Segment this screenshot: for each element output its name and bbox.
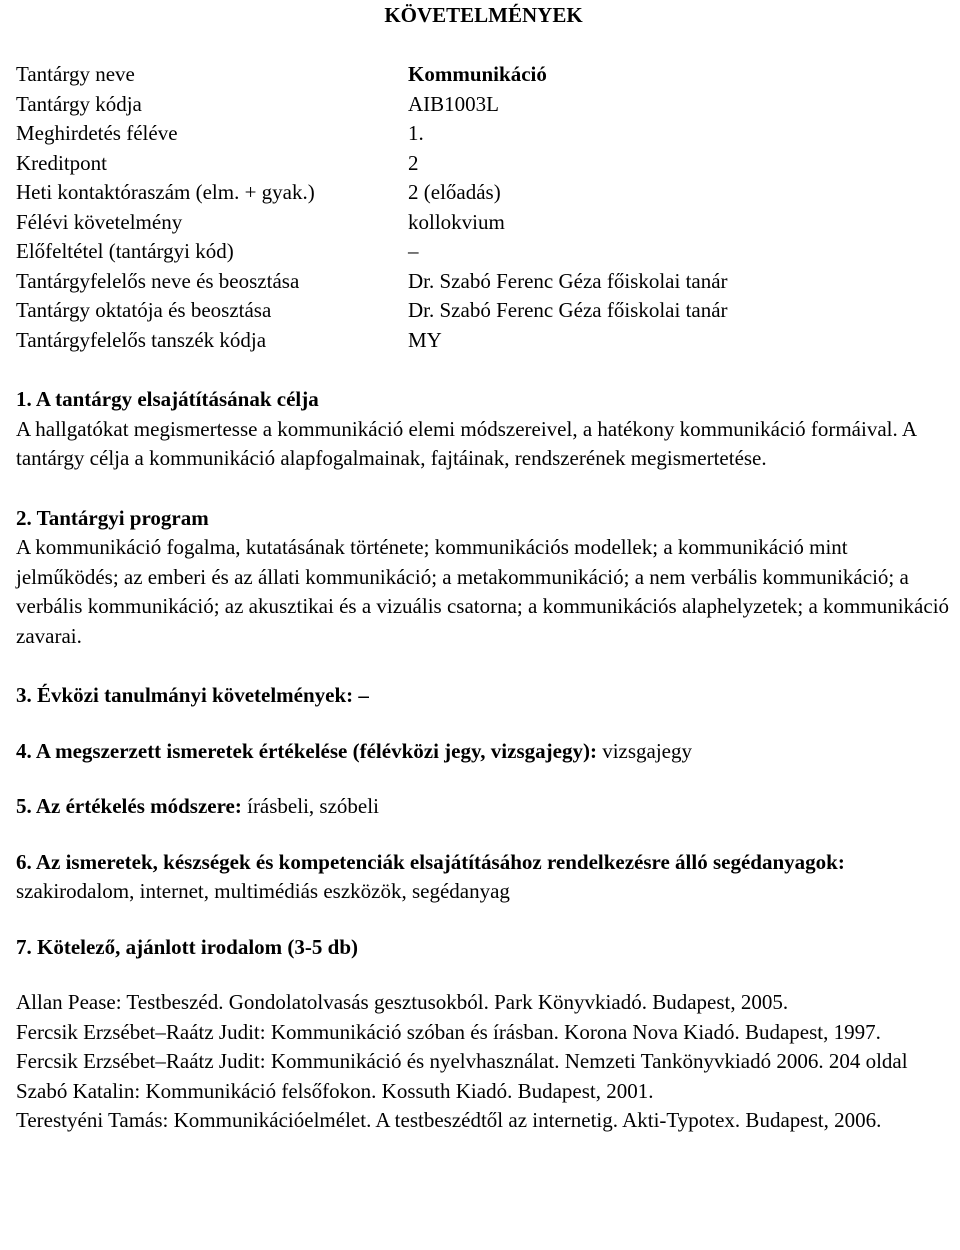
reference-item: Fercsik Erzsébet–Raátz Judit: Kommunikáció és nyelvhasználat. Nemzeti Tankönyvkiadó 2006. 204 oldal bbox=[16, 1049, 908, 1073]
info-row bbox=[16, 237, 951, 267]
section-program-text: A kommunikáció fogalma, kutatásának története; kommunikációs modellek; a kommunikáció mint jelműködés; az emberi és az állati kommunikáció; a metakommunikáció; a nem verbális kommunikáció; a verbális kommunikáció; az akusztikai és a vizuális csatorna; a kommunikációs alaphelyzetek; a kommunikáció zavarai. bbox=[16, 535, 950, 648]
page-title: KÖVETELMÉNYEK bbox=[384, 3, 583, 27]
info-row bbox=[16, 149, 951, 179]
info-value: kollokvium bbox=[408, 209, 505, 234]
section-program-heading: 2. Tantárgyi program bbox=[16, 505, 209, 530]
info-label: Előfeltétel (tantárgyi kód) bbox=[16, 239, 234, 263]
info-value: MY bbox=[408, 327, 442, 352]
section-evaluation-heading: 4. A megszerzett ismeretek értékelése (félévközi jegy, vizsgajegy): bbox=[16, 738, 597, 763]
info-label: Félévi követelmény bbox=[16, 209, 183, 234]
section-program bbox=[16, 504, 951, 652]
section-literature bbox=[16, 933, 951, 1136]
course-info-table bbox=[16, 60, 951, 355]
info-label: Tantárgyfelelős tanszék kódja bbox=[16, 327, 267, 352]
section-method-value: írásbeli, szóbeli bbox=[241, 794, 379, 818]
reference-list bbox=[16, 988, 951, 1136]
info-row bbox=[16, 119, 951, 149]
section-goal bbox=[16, 385, 951, 474]
info-value: Dr. Szabó Ferenc Géza főiskolai tanár bbox=[408, 268, 728, 293]
document-page bbox=[16, 0, 951, 1136]
info-value: AIB1003L bbox=[408, 91, 499, 116]
info-label: Tantárgyfelelős neve és beosztása bbox=[16, 268, 300, 293]
info-row bbox=[16, 267, 951, 297]
section-method-heading: 5. Az értékelés módszere: bbox=[16, 794, 242, 818]
reference-item: Szabó Katalin: Kommunikáció felsőfokon. Kossuth Kiadó. Budapest, 2001. bbox=[16, 1078, 654, 1103]
section-goal-heading: 1. A tantárgy elsajátításának célja bbox=[16, 387, 319, 411]
info-label: Heti kontaktóraszám (elm. + gyak.) bbox=[16, 180, 315, 204]
info-row bbox=[16, 90, 951, 120]
section-requirements-heading: 3. Évközi tanulmányi követelmények: – bbox=[16, 683, 369, 707]
info-value: 1. bbox=[408, 121, 424, 145]
section-evaluation bbox=[16, 737, 951, 767]
section-evaluation-value: vizsgajegy bbox=[596, 738, 692, 763]
info-label: Tantárgy kódja bbox=[16, 91, 142, 116]
info-value: 2 (előadás) bbox=[408, 180, 501, 204]
section-method bbox=[16, 792, 951, 822]
section-materials bbox=[16, 848, 951, 907]
section-literature-heading: 7. Kötelező, ajánlott irodalom (3-5 db) bbox=[16, 934, 358, 959]
section-materials-value: szakirodalom, internet, multimédiás eszközök, segédanyag bbox=[16, 879, 510, 903]
info-value: Dr. Szabó Ferenc Géza főiskolai tanár bbox=[408, 298, 728, 322]
info-value: 2 bbox=[408, 150, 419, 175]
info-label: Meghirdetés féléve bbox=[16, 121, 178, 145]
section-goal-text: A hallgatókat megismertesse a kommunikáció elemi módszereivel, a hatékony kommunikáció formáival. A tantárgy célja a kommunikáció alapfogalmainak, fajtáinak, rendszerének megismertetése. bbox=[16, 416, 916, 470]
info-label: Tantárgy oktatója és beosztása bbox=[16, 298, 272, 322]
info-label: Kreditpont bbox=[16, 150, 107, 175]
info-value: Kommunikáció bbox=[408, 62, 547, 86]
info-row bbox=[16, 326, 951, 356]
info-row bbox=[16, 296, 951, 326]
reference-item: Fercsik Erzsébet–Raátz Judit: Kommunikáció szóban és írásban. Korona Nova Kiadó. Budapest, 1997. bbox=[16, 1019, 881, 1044]
info-label: Tantárgy neve bbox=[16, 62, 135, 86]
info-value: – bbox=[408, 239, 419, 263]
section-requirements bbox=[16, 681, 951, 711]
info-row bbox=[16, 60, 951, 90]
info-row bbox=[16, 178, 951, 208]
info-row bbox=[16, 208, 951, 238]
section-materials-heading: 6. Az ismeretek, készségek és kompetenciák elsajátításához rendelkezésre álló segédanyagok: bbox=[16, 849, 845, 874]
reference-item: Allan Pease: Testbeszéd. Gondolatolvasás gesztusokból. Park Könyvkiadó. Budapest, 2005. bbox=[16, 990, 789, 1014]
reference-item: Terestyéni Tamás: Kommunikációelmélet. A testbeszédtől az internetig. Akti-Typotex. Budapest, 2006. bbox=[16, 1108, 882, 1132]
